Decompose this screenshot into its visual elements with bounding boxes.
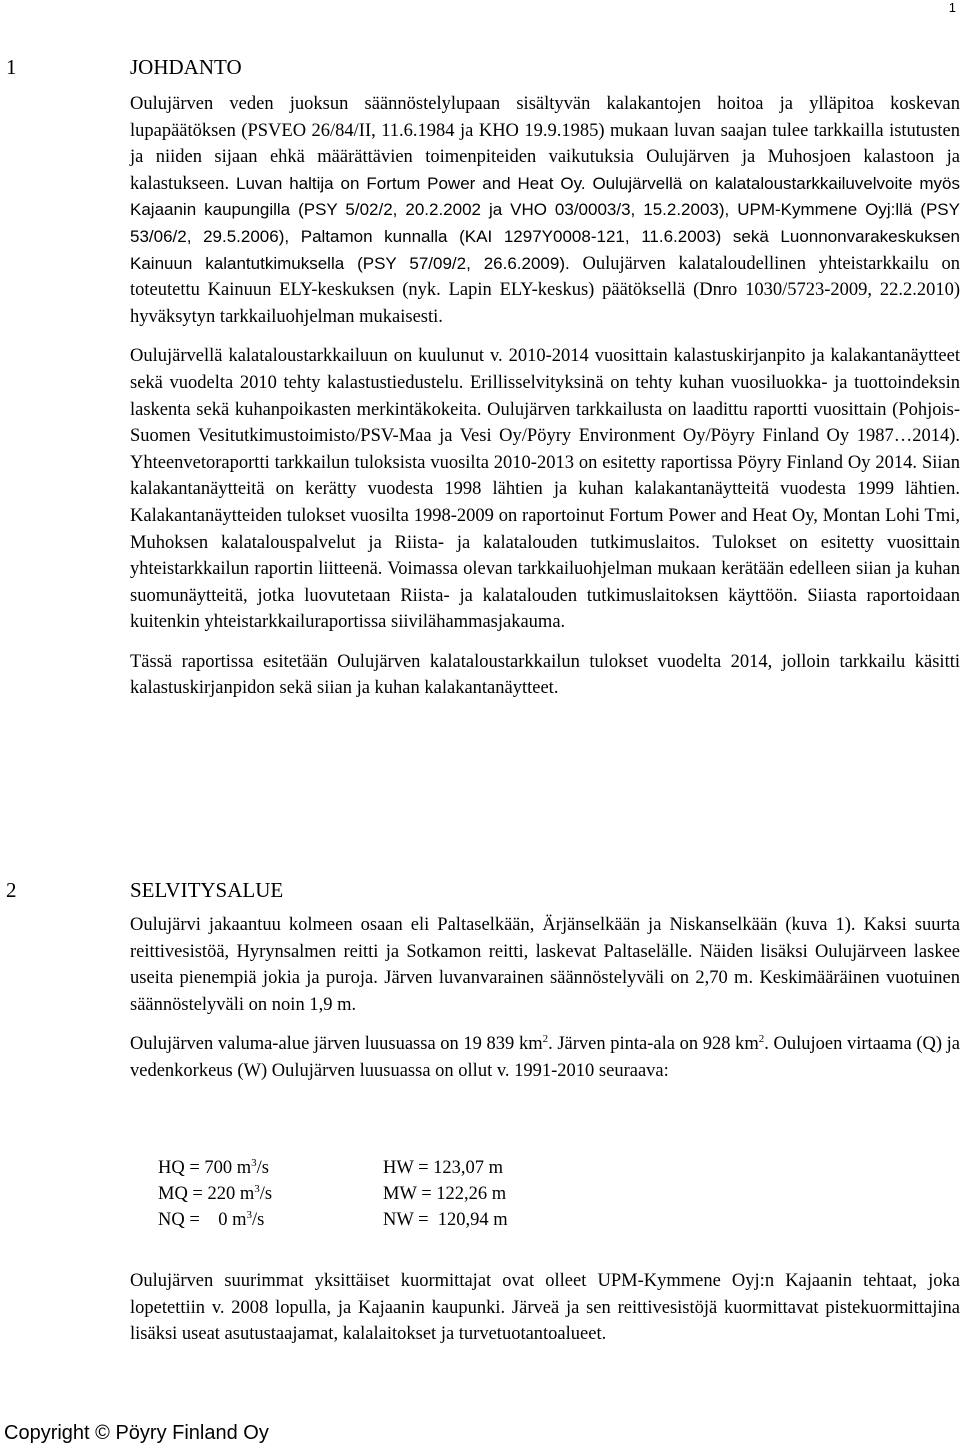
- superscript-2: 2: [758, 1033, 765, 1046]
- water-level-value: HW = 123,07 m: [383, 1158, 504, 1178]
- paragraph-report-scope: Tässä raportissa esitetään Oulujärven kalataloustarkkailun tulokset vuodelta 2014, jolloin tarkkailu käsitti kalastuskirjanpidon sekä siian ja kuhan kalakantanäytteet.: [130, 651, 960, 699]
- flow-value: MQ = 220 $m^3/s$: [158, 1182, 273, 1204]
- paragraph-lake-description: Oulujärvi jakaantuu kolmeen osaan eli Paltaselkään, Ärjänselkään ja Niskanselkään (kuva 1). Kaksi suurta reittivesistöä, Hyrynsalmen reitti ja Sotkamon reitti, laskevat Paltaselälle. Näiden lisäksi Oulujärveen laskee useita pienempiä jokia ja puroja. Järven luvanvarainen säännöstelyväli on 2,70 m. Keskimääräinen vuotuinen säännöstelyväli on noin 1,9 m.: [130, 915, 960, 1015]
- paragraph-intro-part-c: Oulujärven kalataloudellinen yhteistarkkailu on toteutettu Kainuun ELY-keskuksen (nyk. Lapin ELY-keskus) päätöksellä (Dnro 1030/5723-2009, 22.2.2010) hyväksytyn tarkkailuohjelman mukaisesti.: [130, 253, 960, 327]
- water-level-value: MW = 122,26 m: [383, 1184, 507, 1204]
- section-1-number: 1: [6, 55, 17, 79]
- flow-value: NQ = 0 $m^3/s$: [158, 1208, 265, 1230]
- section-2-title: SELVITYSALUE: [130, 878, 284, 902]
- catchment-text-b: . Järven pinta-ala on 928 km: [548, 1034, 759, 1055]
- section-1-heading: [6, 55, 242, 80]
- section-2-body: [130, 912, 960, 1098]
- paragraph-monitoring: Oulujärvellä kalataloustarkkailuun on kuulunut v. 2010-2014 vuosittain kalastuskirjanpito ja kalakantanäytteet sekä vuodelta 2010 tehty kalastustiedustelu. Erillisselvityksinä on tehty kuhan vuosiluokka- ja tuottoindeksin laskenta sekä kuhanpoikasten merkintäkokeita. Oulujärven tarkkailusta on laadittu raportti vuosittain (Pohjois-Suomen Vesitutkimustoimisto/PSV-Maa ja Vesi Oy/Pöyry Environment Oy/Pöyry Finland Oy 1987…2014). Yhteenvetoraportti tarkkailun tuloksista vuosilta 2010-2013 on esitetty raportissa Pöyry Finland Oy 2014. Siian kalakantanäytteitä on kerätty vuodesta 1998 lähtien ja kuhan kalakantanäytteitä vuodesta 1999 lähtien. Kalakantanäytteiden tulokset vuosilta 1998-2009 on raportoinut Fortum Power and Heat Oy, Montan Lohi Tmi, Muhoksen kalatalouspalvelut ja Riista- ja kalatalouden tutkimuslaitos. Tulokset on esitetty vuosittain yhteistarkkailun raportin liitteenä. Voimassa olevan tarkkailuohjelman mukaan kerätään edelleen siian ja kuhan suomunäytteitä, jotka luovutetaan Riista- ja kalatalouden tutkimuslaitoksen käyttöön. Siiasta raportoidaan kuitenkin yhteistarkkailuraportissa siivilähammasjakauma.: [130, 346, 960, 633]
- page-number: 1: [948, 0, 956, 15]
- section-1-title: JOHDANTO: [130, 55, 242, 79]
- flow-level-table: [158, 1155, 508, 1233]
- water-level-value: NW = 120,94 m: [383, 1210, 508, 1230]
- flow-value: HQ = 700 $m^3/s$: [158, 1156, 270, 1178]
- paragraph-intro: [130, 91, 960, 330]
- table-row: [158, 1181, 508, 1207]
- table-row: [158, 1207, 508, 1233]
- section-1-body: [130, 91, 960, 715]
- paragraph-loading-sources: Oulujärven suurimmat yksittäiset kuormittajat ovat olleet UPM-Kymmene Oyj:n Kajaanin tehtaat, joka lopetettiin v. 2008 lopulla, ja Kajaanin kaupunki. Järveä ja sen reittivesistöjä kuormittavat pistekuormittajina lisäksi useat asutustaajamat, kalalaitokset ja turvetuotantoalueet.: [130, 1271, 960, 1345]
- paragraph-catchment: [130, 1031, 960, 1084]
- section-2-heading: [6, 878, 283, 903]
- section-2-body-continued: [130, 1268, 960, 1361]
- catchment-text-a: Oulujärven valuma-alue järven luusuassa on 19 839 km: [130, 1034, 543, 1055]
- table-row: [158, 1155, 508, 1181]
- copyright-footer: Copyright © Pöyry Finland Oy: [4, 1422, 269, 1444]
- section-2-number: 2: [6, 878, 17, 902]
- paragraph-intro-part-a: Oulujärven veden juoksun säännöstelylupaan sisältyvän kalakantojen hoitoa ja ylläpitoa koskevan lupapäätöksen (PSVEO 26/84/II, 11.6.1984 ja KHO 19.9.1985) mukaan luvan saajan tulee tarkkailla istutusten ja niiden sijaan ehkä määrättävien toimenpiteiden vaikutuksia Oulujärven ja Muhosjoen kalastoon ja kalastukseen.: [130, 94, 960, 194]
- catchment-text-c: . Oulujoen virtaama (Q) ja vedenkorkeus (W) Oulujärven luusuassa on ollut v. 1991-2010 seuraava:: [130, 1034, 960, 1081]
- superscript-2: 2: [542, 1033, 549, 1046]
- paragraph-intro-part-b: Luvan haltija on Fortum Power and Heat Oy. Oulujärvellä on kalataloustarkkailuvelvoite myös Kajaanin kaupungilla (PSY 5/02/2, 20.2.2002 ja VHO 03/0003/3, 15.2.2003), UPM-Kymmene Oyj:llä (PSY 53/06/2, 29.5.2006), Paltamon kunnalla (KAI 1297Y0008-121, 11.6.2003) sekä Luonnonvarakeskuksen Kainuun kalantutkimuksella (PSY 57/09/2, 26.6.2009).: [130, 173, 960, 273]
